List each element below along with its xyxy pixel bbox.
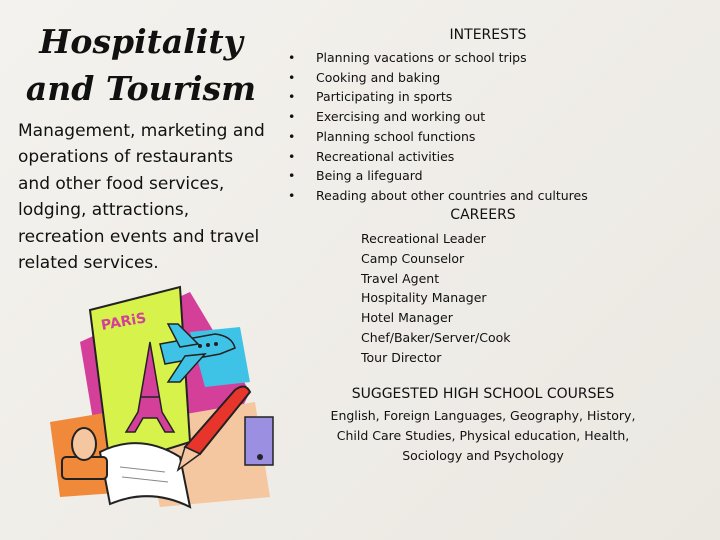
list-item: Tour Director <box>361 349 442 365</box>
interests-section <box>283 26 693 206</box>
card-dot <box>257 454 263 460</box>
list-item: Travel Agent <box>361 270 440 286</box>
list-item: Hotel Manager <box>361 310 453 326</box>
list-item: Chef/Baker/Server/Cook <box>361 329 511 345</box>
interests-heading: INTERESTS <box>449 27 527 43</box>
list-item: Hospitality Manager <box>361 290 487 306</box>
page-title <box>18 18 264 112</box>
list-item: • Reading about other countries and cultures <box>288 187 588 203</box>
title-line-2: and Tourism <box>25 69 257 108</box>
poster-label: PARiS <box>99 310 148 334</box>
cluster-description: Management, marketing and operations of restaurants and other food services, lodging, attractions, recreation events and travel related services. <box>18 121 265 274</box>
list-item: Camp Counselor <box>361 250 465 266</box>
list-item: • Participating in sports <box>288 89 453 105</box>
list-item: • Cooking and baking <box>288 69 441 85</box>
careers-list <box>361 229 511 368</box>
travel-clipart <box>40 272 280 512</box>
careers-heading: CAREERS <box>450 207 516 223</box>
list-item: • Being a lifeguard <box>288 168 423 184</box>
list-item: Recreational Leader <box>361 231 486 246</box>
courses-heading: SUGGESTED HIGH SCHOOL COURSES <box>351 386 615 402</box>
list-item: • Exercising and working out <box>288 109 486 125</box>
title-line-1: Hospitality <box>39 22 243 61</box>
list-item: • Planning school functions <box>288 128 476 144</box>
interests-list <box>283 48 693 206</box>
list-item: • Planning vacations or school trips <box>288 50 527 65</box>
list-item: • Recreational activities <box>288 148 455 164</box>
courses-text: English, Foreign Languages, Geography, History, Child Care Studies, Physical education, Health, Sociology and Psychology <box>330 408 636 463</box>
